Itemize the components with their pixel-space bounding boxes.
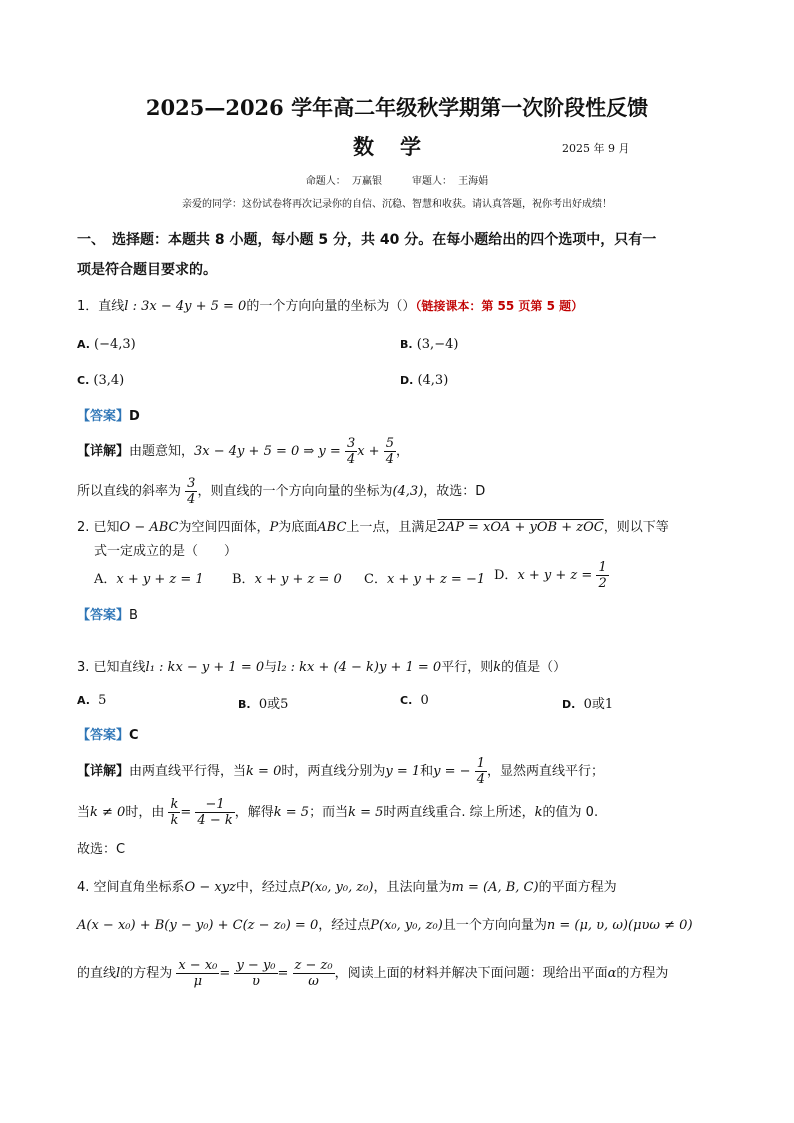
fraction (168, 797, 180, 828)
answer-value: B (129, 608, 138, 623)
q4-math: P(x₀, y₀, z₀) (300, 880, 374, 895)
q2-math: O − ABC (119, 520, 179, 535)
fraction (185, 476, 197, 507)
q3-detail-2 (77, 797, 598, 828)
q3-line-2: l₂ : kx + (4 − k)y + 1 = 0 (277, 660, 442, 675)
option-value: 5 (98, 693, 107, 708)
fraction (234, 958, 277, 989)
option-label: D. (400, 374, 414, 387)
q4-prefix: 4. 空间直角坐标系 (77, 880, 185, 895)
denominator: ω (308, 974, 319, 989)
q2-text: ，则以下等 (603, 520, 669, 535)
option-value: (4,3) (417, 373, 449, 388)
detail-equation: k (534, 805, 543, 820)
answer-label: 【答案】 (77, 608, 130, 623)
numerator: y − y₀ (236, 958, 276, 973)
option-label: A. (77, 694, 90, 707)
equals-sign: = (277, 966, 289, 981)
option-value: (−4,3) (94, 337, 136, 352)
detail-equation: 3x − 4y + 5 = 0 ⇒ y = (194, 444, 341, 459)
numerator: k (170, 797, 179, 812)
subject-title: 数学 (353, 134, 447, 159)
question-4-line-3 (77, 958, 668, 989)
q1-answer (77, 405, 140, 424)
q2-text: 为空间四面体， (178, 520, 270, 535)
detail-text: 的值为 0. (542, 805, 599, 820)
q2-vector-equation: 2AP = xOA + yOB + zOC (437, 520, 604, 535)
detail-text: 所以直线的斜率为 (77, 484, 182, 499)
option-label: A. (77, 338, 90, 351)
detail-text: ，解得 (234, 805, 274, 820)
q2-math: P (269, 520, 279, 535)
answer-label: 【答案】 (77, 409, 130, 424)
q4-text: ，阅读上面的材料并解决下面问题：现给出平面 (334, 966, 608, 981)
question-3 (77, 656, 566, 675)
fraction (176, 958, 219, 989)
detail-label: 【详解】 (77, 444, 130, 459)
q3-answer (77, 724, 139, 743)
denominator: υ (252, 974, 260, 989)
option-value: (3,4) (93, 373, 125, 388)
fraction (475, 756, 487, 787)
detail-equation: y = 1 (385, 764, 421, 779)
q4-text: 且一个方向向量为 (442, 918, 547, 933)
q1-option-c (77, 373, 124, 388)
denominator: 4 (476, 772, 485, 787)
fraction (293, 958, 335, 989)
answer-value: C (129, 728, 139, 743)
q1-option-d (400, 373, 448, 388)
denominator: 4 (385, 452, 394, 467)
q1-textbook-link: （链接课本：第 55 页第 5 题） (415, 299, 584, 313)
q3-detail (77, 756, 604, 787)
numerator: x − x₀ (178, 958, 218, 973)
q3-text: 平行，则 (441, 660, 494, 675)
question-2 (77, 516, 669, 535)
q3-text: 与 (264, 660, 278, 675)
q4-math: m = (A, B, C) (451, 880, 539, 895)
q4-plane-equation: A(x − x₀) + B(y − y₀) + C(z − z₀) = 0 (77, 918, 319, 933)
q4-text: ，经过点 (318, 918, 371, 933)
detail-text: ， (396, 444, 410, 459)
q4-math: l (116, 966, 121, 981)
q2-answer (77, 604, 138, 623)
q2-text: 上一点，且满足 (346, 520, 438, 535)
detail-equation: x + (357, 444, 380, 459)
denominator: k (170, 813, 179, 828)
q4-math: α (607, 966, 617, 981)
q2-option-b (232, 568, 342, 587)
q2-prefix: 2. 已知 (77, 520, 120, 535)
q3-option-d (562, 693, 613, 712)
question-2-cont: 式一定成立的是（ ） (94, 544, 238, 559)
fraction (345, 436, 357, 467)
q1-prefix: 1．直线 (77, 299, 125, 314)
detail-text: ，显然两直线平行； (486, 764, 604, 779)
q3-line-1: l₁ : kx − y + 1 = 0 (145, 660, 265, 675)
q3-math: k (493, 660, 502, 675)
greeting-line: 亲爱的同学：这份试卷将再次记录你的自信、沉稳、智慧和收获。请认真答题，祝你考出好成绩！ (182, 199, 612, 210)
q3-text: 的值是（） (501, 660, 567, 675)
option-value: 0或1 (583, 697, 614, 712)
fraction (596, 560, 608, 591)
denominator: 4 − k (197, 813, 233, 828)
q3-option-b (238, 693, 288, 712)
detail-text: 和 (420, 764, 434, 779)
option-value: x + y + z = (517, 568, 593, 583)
equals-sign: = (219, 966, 231, 981)
detail-text: ；而当 (309, 805, 349, 820)
question-4-line-2 (77, 914, 693, 933)
fraction (384, 436, 396, 467)
option-value: 0或5 (258, 697, 289, 712)
option-value: x + y + z = 1 (116, 572, 204, 587)
denominator: 4 (346, 452, 356, 467)
denominator: 2 (598, 576, 607, 591)
equals-sign: = (180, 805, 192, 820)
option-label: C. (400, 694, 413, 707)
q4-math: n = (μ, υ, ω)(μυω ≠ 0) (546, 918, 693, 933)
numerator: 1 (476, 756, 485, 771)
numerator: 1 (598, 560, 607, 575)
q3-option-c (400, 693, 429, 708)
q1-option-b (400, 337, 458, 352)
detail-text: ，则直线的一个方向向量的坐标为 (197, 484, 393, 499)
detail-equation: k = 5 (348, 805, 384, 820)
exam-date: 2025 年 9 月 (562, 142, 630, 155)
option-value: x + y + z = −1 (386, 572, 486, 587)
answer-label: 【答案】 (77, 728, 130, 743)
section-heading: 一、 选择题：本题共 8 小题，每小题 5 分，共 40 分。在每小题给出的四个选项中，只有一 (77, 232, 657, 248)
q1-text: 的一个方向向量的坐标为（） (246, 299, 416, 314)
q3-option-a (77, 693, 106, 708)
option-label: B． (232, 572, 255, 587)
denominator: 4 (187, 492, 196, 507)
q4-text: 的平面方程为 (538, 880, 617, 895)
detail-equation: k = 0 (246, 764, 282, 779)
answer-value: D (129, 409, 140, 424)
numerator: z − z₀ (294, 958, 333, 973)
q2-option-d (494, 560, 609, 591)
option-label: C． (364, 572, 387, 587)
q4-math: P(x₀, y₀, z₀) (370, 918, 443, 933)
section-heading-cont: 项是符合题目要求的。 (77, 262, 217, 278)
option-label: D. (562, 698, 576, 711)
option-label: D． (494, 568, 518, 583)
option-label: A． (94, 572, 117, 587)
q1-detail-2 (77, 476, 485, 507)
option-label: B. (238, 698, 251, 711)
detail-text: 时，由 (125, 805, 165, 820)
detail-text: ，故选：D (423, 484, 486, 499)
option-label: C. (77, 374, 90, 387)
q4-math: O − xyz (184, 880, 236, 895)
q3-prefix: 3. 已知直线 (77, 660, 146, 675)
detail-label: 【详解】 (77, 764, 130, 779)
question-4 (77, 876, 617, 895)
q3-detail-3: 故选：C (77, 842, 126, 857)
option-value: (3,−4) (416, 337, 459, 352)
q2-math: ABC (317, 520, 347, 535)
numerator: 5 (385, 436, 394, 451)
authors-line: 命题人： 万赢银 审题人： 王海娟 (305, 176, 489, 187)
q4-text: ，且法向量为 (373, 880, 452, 895)
denominator: μ (193, 974, 203, 989)
q4-text: 的方程为 (120, 966, 173, 981)
q2-option-c (364, 568, 485, 587)
option-value: 0 (420, 693, 429, 708)
q4-text: 的直线 (77, 966, 117, 981)
numerator: −1 (195, 797, 234, 813)
detail-text: 当 (77, 805, 91, 820)
numerator: 3 (346, 436, 356, 451)
q1-detail (77, 436, 409, 467)
detail-text: 时，两直线分别为 (281, 764, 386, 779)
detail-equation: k ≠ 0 (90, 805, 126, 820)
q2-option-a (94, 568, 204, 587)
q4-text: 中，经过点 (235, 880, 301, 895)
q4-text: 的方程为 (616, 966, 669, 981)
fraction (195, 797, 234, 828)
exam-title: 2025—2026 学年高二年级秋学期第一次阶段性反馈 (145, 95, 649, 120)
option-label: B. (400, 338, 413, 351)
detail-equation: k = 5 (273, 805, 310, 820)
detail-equation: (4,3) (392, 484, 424, 499)
detail-text: 时两直线重合. 综上所述， (383, 805, 535, 820)
detail-text: 由两直线平行得，当 (129, 764, 247, 779)
option-value: x + y + z = 0 (254, 572, 342, 587)
q1-option-a (77, 337, 136, 352)
q1-equation: l : 3x − 4y + 5 = 0 (124, 299, 247, 314)
q2-text: 为底面 (278, 520, 318, 535)
numerator: 3 (187, 476, 196, 491)
detail-equation: y = − (433, 764, 471, 779)
detail-text: 由题意知， (129, 444, 195, 459)
question-1 (77, 295, 583, 314)
